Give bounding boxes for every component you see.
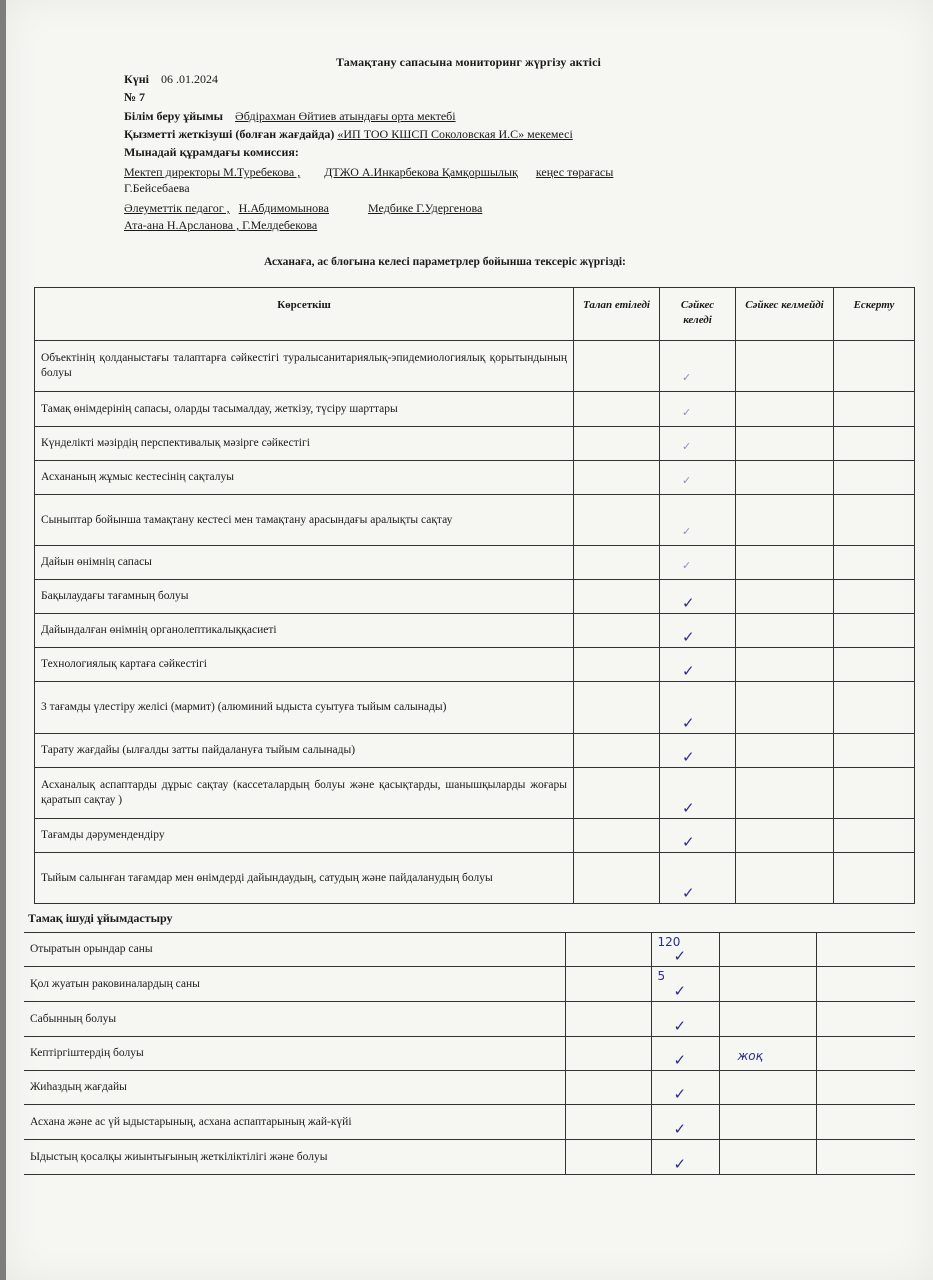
indicator-text: Дайындалған өнімнің органолептикалыққасиеті (35, 614, 574, 648)
noncompliant-cell (736, 341, 834, 392)
member-deputy: ДТЖО А.Инкарбекова Қамқоршылық (324, 165, 518, 179)
check-mark-icon: ✓ (682, 371, 692, 384)
table-row (35, 648, 915, 682)
col-required: Талап етіледі (574, 288, 660, 341)
table-header-row (35, 288, 915, 341)
required-cell (574, 768, 660, 819)
check-mark-icon: ✓ (682, 799, 695, 817)
required-cell (565, 1037, 651, 1071)
member-social-label: Әлеуметтік педагог , (124, 201, 230, 215)
supplier-label: Қызметті жеткізуші (болған жағдайда) (124, 127, 335, 141)
supplier-value: «ИП ТОО КШСП Соколовская И.С» мекемесі (337, 127, 573, 141)
indicator-text: Қол жуатын раковиналардың саны (24, 967, 565, 1002)
required-cell (574, 853, 660, 904)
org-label: Білім беру ұйымы (124, 109, 224, 123)
noncompliant-cell (719, 1037, 816, 1071)
required-cell (574, 461, 660, 495)
indicator-text: Сабынның болуы (24, 1002, 565, 1037)
compliant-cell (660, 682, 736, 734)
handwritten-value: 5 (657, 969, 666, 983)
compliant-cell (651, 1140, 719, 1175)
check-mark-icon: ✓ (682, 594, 695, 612)
check-mark-icon: ✓ (682, 748, 695, 766)
col-indicator: Көрсеткіш (35, 288, 574, 341)
table-row (35, 614, 915, 648)
note-cell (834, 392, 915, 427)
noncompliant-cell (736, 734, 834, 768)
member-social-pedagogue: Н.Абдимомынова (238, 201, 330, 215)
note-cell (834, 495, 915, 546)
check-mark-icon: ✓ (673, 1155, 687, 1173)
compliant-cell (660, 580, 736, 614)
noncompliant-cell (719, 1140, 816, 1175)
check-mark-icon: ✓ (673, 1085, 687, 1103)
noncompliant-cell (719, 933, 816, 967)
handwritten-note: жоқ (737, 1049, 763, 1063)
noncompliant-cell (719, 1105, 816, 1140)
required-cell (565, 933, 651, 967)
indicator-text: Сыныптар бойынша тамақтану кестесі мен тамақтану арасындағы аралықты сақтау (35, 495, 574, 546)
supplier-line (124, 127, 573, 141)
table-row (24, 1105, 915, 1140)
required-cell (574, 341, 660, 392)
indicator-text: Отыратын орындар саны (24, 933, 565, 967)
compliant-cell (651, 1002, 719, 1037)
indicator-text: Тағамды дәрумендендіру (35, 819, 574, 853)
note-cell (816, 1002, 915, 1037)
check-mark-icon: ✓ (682, 833, 695, 851)
required-cell (574, 495, 660, 546)
table-row (35, 461, 915, 495)
compliant-cell (651, 967, 719, 1002)
compliant-cell (660, 853, 736, 904)
check-mark-icon: ✓ (682, 662, 695, 680)
section-meal-organization: Тамақ ішуді ұйымдастыру (28, 911, 173, 925)
col-note: Ескерту (834, 288, 915, 341)
compliant-cell (660, 614, 736, 648)
indicator-text: Күнделікті мәзірдің перспективалық мәзірге сәйкестігі (35, 427, 574, 461)
compliant-cell (651, 1037, 719, 1071)
table-row (35, 427, 915, 461)
required-cell (565, 1105, 651, 1140)
noncompliant-cell (736, 819, 834, 853)
note-cell (816, 1037, 915, 1071)
note-cell (834, 461, 915, 495)
noncompliant-cell (736, 427, 834, 461)
check-mark-icon: ✓ (682, 628, 695, 646)
noncompliant-cell (736, 614, 834, 648)
compliant-cell (660, 546, 736, 580)
col-noncompliant: Сәйкес келмейді (736, 288, 834, 341)
required-cell (574, 734, 660, 768)
indicator-text: 3 тағамды үлестіру желісі (мармит) (алюминий ыдыста суытуға тыйым салынады) (35, 682, 574, 734)
document-sheet (6, 0, 933, 1280)
date-value: 06 .01.2024 (160, 72, 218, 86)
check-mark-icon: ✓ (673, 1051, 687, 1069)
indicator-text: Тыйым салынған тағамдар мен өнімдерді дайындаудың, сатудың және пайдаланудың болуы (35, 853, 574, 904)
col-compliant: Сәйкес келеді (660, 288, 736, 341)
note-cell (834, 648, 915, 682)
check-mark-icon: ✓ (673, 1017, 687, 1035)
noncompliant-cell (719, 967, 816, 1002)
noncompliant-cell (719, 1002, 816, 1037)
compliant-cell (660, 734, 736, 768)
table-row (35, 768, 915, 819)
note-cell (834, 580, 915, 614)
meal-organization-table (24, 932, 915, 1175)
check-mark-icon: ✓ (673, 947, 687, 965)
required-cell (574, 392, 660, 427)
table-row (35, 682, 915, 734)
table-row (24, 1037, 915, 1071)
compliant-cell (660, 819, 736, 853)
inspection-table (34, 287, 915, 904)
note-cell (834, 853, 915, 904)
required-cell (574, 682, 660, 734)
note-cell (834, 734, 915, 768)
check-mark-icon: ✓ (673, 1120, 687, 1138)
indicator-text: Асхананың жұмыс кестесінің сақталуы (35, 461, 574, 495)
required-cell (574, 819, 660, 853)
indicator-text: Тамақ өнімдерінің сапасы, оларды тасымалдау, жеткізу, түсіру шарттары (35, 392, 574, 427)
required-cell (565, 1140, 651, 1175)
indicator-text: Бақылаудағы тағамның болуы (35, 580, 574, 614)
table-row (24, 1002, 915, 1037)
indicator-text: Кептіргіштердің болуы (24, 1037, 565, 1071)
table-row (35, 546, 915, 580)
required-cell (574, 546, 660, 580)
table-row (35, 392, 915, 427)
date-line (124, 72, 218, 86)
inspection-subtitle: Асханаға, ас блогына келесі параметрлер бойынша тексеріс жүргізді: (264, 256, 626, 268)
noncompliant-cell (736, 580, 834, 614)
compliant-cell (660, 648, 736, 682)
noncompliant-cell (719, 1071, 816, 1105)
note-cell (834, 546, 915, 580)
indicator-text: Жиһаздың жағдайы (24, 1071, 565, 1105)
note-cell (834, 768, 915, 819)
indicator-text: Дайын өнімнің сапасы (35, 546, 574, 580)
date-label: Күні (124, 72, 149, 86)
indicator-text: Асхана және ас үй ыдыстарының, асхана аспаптарының жай-күйі (24, 1105, 565, 1140)
member-board-chair: Г.Бейсебаева (124, 181, 190, 195)
note-cell (834, 819, 915, 853)
note-cell (834, 682, 915, 734)
table-row (35, 853, 915, 904)
note-cell (816, 1105, 915, 1140)
note-cell (834, 341, 915, 392)
required-cell (574, 427, 660, 461)
check-mark-icon: ✓ (682, 559, 692, 572)
noncompliant-cell (736, 648, 834, 682)
table-row (35, 819, 915, 853)
indicator-text: Асханалық аспаптарды дұрыс сақтау (кассеталардың болуы және қасықтарды, шанышқыларды жоғары қаратып сақтау ) (35, 768, 574, 819)
check-mark-icon: ✓ (673, 982, 687, 1000)
noncompliant-cell (736, 461, 834, 495)
noncompliant-cell (736, 546, 834, 580)
members-line-1 (124, 165, 613, 179)
required-cell (574, 614, 660, 648)
member-director: Мектеп директоры М.Туребекова , (124, 165, 301, 179)
indicator-text: Объектінің қолданыстағы талаптарға сәйкестігі туралысанитариялық-эпидемиологиялық қорытындының болуы (35, 341, 574, 392)
check-mark-icon: ✓ (682, 474, 692, 487)
noncompliant-cell (736, 682, 834, 734)
compliant-cell (660, 768, 736, 819)
indicator-text: Ыдыстың қосалқы жиынтығының жеткіліктілігі және болуы (24, 1140, 565, 1175)
check-mark-icon: ✓ (682, 525, 692, 538)
member-nurse: Медбике Г.Удергенова (368, 201, 483, 215)
table-row (24, 1140, 915, 1175)
compliant-cell (651, 933, 719, 967)
noncompliant-cell (736, 768, 834, 819)
org-value: Әбдірахман Өйтиев атындағы орта мектебі (235, 109, 456, 123)
indicator-text: Технологиялық картаға сәйкестігі (35, 648, 574, 682)
compliant-cell (660, 461, 736, 495)
member-parents: Ата-ана Н.Арсланова , Г.Мелдебекова (124, 218, 318, 232)
required-cell (574, 648, 660, 682)
table-row (35, 580, 915, 614)
table-row (35, 495, 915, 546)
check-mark-icon: ✓ (682, 884, 695, 902)
required-cell (574, 580, 660, 614)
commission-label: Мынадай құрамдағы комиссия: (124, 145, 299, 159)
note-cell (816, 967, 915, 1002)
table-row (35, 734, 915, 768)
note-cell (816, 933, 915, 967)
org-line (124, 109, 456, 123)
noncompliant-cell (736, 853, 834, 904)
compliant-cell (660, 392, 736, 427)
compliant-cell (660, 427, 736, 461)
check-mark-icon: ✓ (682, 714, 695, 732)
table-row (24, 933, 915, 967)
document-title: Тамақтану сапасына мониторинг жүргізу актісі (336, 55, 601, 69)
compliant-cell (660, 341, 736, 392)
compliant-cell (651, 1071, 719, 1105)
handwritten-value: 120 (657, 935, 681, 949)
members-line-3 (124, 201, 482, 215)
noncompliant-cell (736, 495, 834, 546)
note-cell (834, 427, 915, 461)
table-row (35, 341, 915, 392)
act-number: № 7 (124, 90, 146, 104)
member-board-label: кеңес төрағасы (535, 165, 614, 179)
note-cell (834, 614, 915, 648)
indicator-text: Тарату жағдайы (ылғалды затты пайдалануға тыйым салынады) (35, 734, 574, 768)
note-cell (816, 1071, 915, 1105)
table-row (24, 967, 915, 1002)
check-mark-icon: ✓ (682, 440, 692, 453)
compliant-cell (660, 495, 736, 546)
noncompliant-cell (736, 392, 834, 427)
compliant-cell (651, 1105, 719, 1140)
note-cell (816, 1140, 915, 1175)
required-cell (565, 1071, 651, 1105)
required-cell (565, 1002, 651, 1037)
check-mark-icon: ✓ (682, 406, 692, 419)
required-cell (565, 967, 651, 1002)
table-row (24, 1071, 915, 1105)
